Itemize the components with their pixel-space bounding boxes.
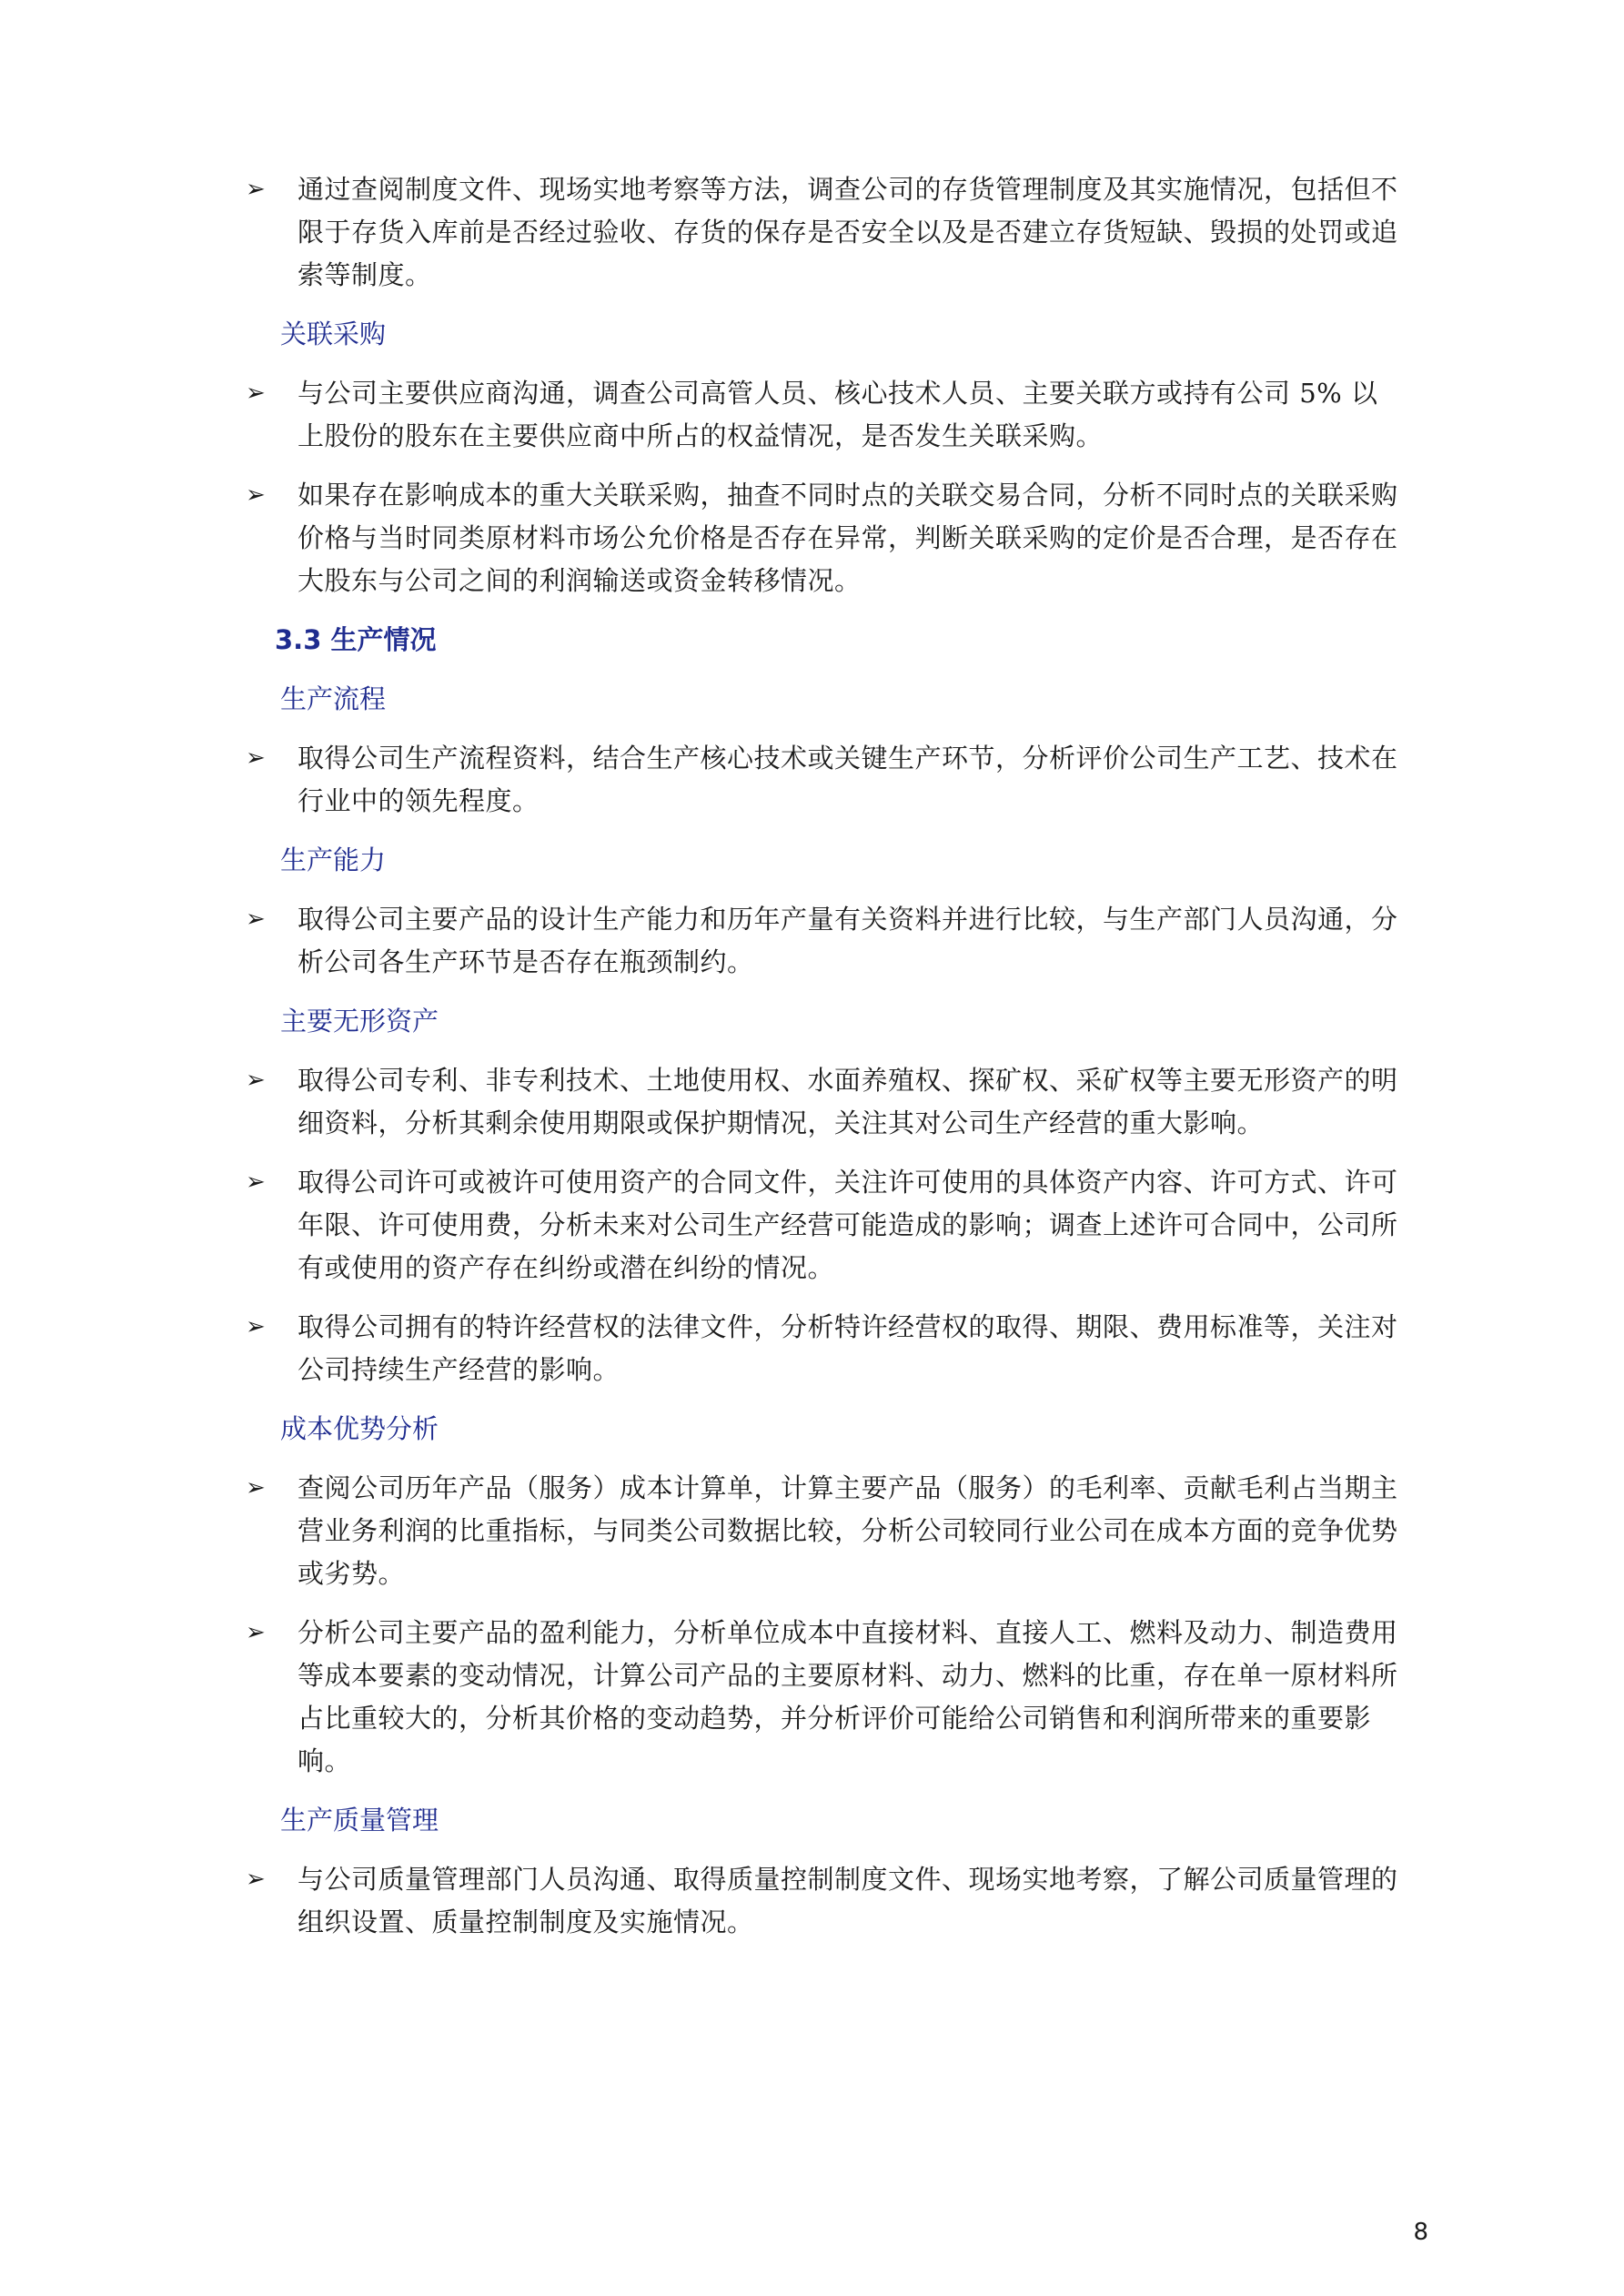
subheading-production-process: 生产流程 xyxy=(280,683,387,714)
bullet-item-related-transaction-review xyxy=(246,474,1401,602)
bullet-arrow-icon: ➢ xyxy=(246,379,267,407)
bullet-text: 如果存在影响成本的重大关联采购，抽查不同时点的关联交易合同，分析不同时点的关联采购价格与当时同类原材料市场公允价格是否存在异常，判断关联采购的定价是否合理，是否存在大股东与公司之间的利润输送或资金转移情况。 xyxy=(298,480,1398,596)
bullet-text: 取得公司主要产品的设计生产能力和历年产量有关资料并进行比较，与生产部门人员沟通，分析公司各生产环节是否存在瓶颈制约。 xyxy=(298,904,1398,977)
bullet-text: 取得公司专利、非专利技术、土地使用权、水面养殖权、探矿权、采矿权等主要无形资产的明细资料，分析其剩余使用期限或保护期情况，关注其对公司生产经营的重大影响。 xyxy=(298,1065,1398,1138)
bullet-item-inventory-system xyxy=(246,168,1401,297)
bullet-arrow-icon: ➢ xyxy=(246,176,267,203)
bullet-text: 与公司质量管理部门人员沟通、取得质量控制制度文件、现场实地考察，了解公司质量管理的组织设置、质量控制制度及实施情况。 xyxy=(298,1864,1398,1937)
bullet-text: 取得公司拥有的特许经营权的法律文件，分析特许经营权的取得、期限、费用标准等，关注对公司持续生产经营的影响。 xyxy=(298,1311,1398,1385)
bullet-arrow-icon: ➢ xyxy=(246,481,267,509)
subheading-intangible-assets: 主要无形资产 xyxy=(280,1006,439,1037)
bullet-text: 与公司主要供应商沟通，调查公司高管人员、核心技术人员、主要关联方或持有公司 5% 以上股份的股东在主要供应商中所占的权益情况，是否发生关联采购。 xyxy=(298,378,1378,451)
subheading-quality-management: 生产质量管理 xyxy=(280,1805,439,1836)
bullet-item-license-contracts xyxy=(246,1161,1401,1290)
bullet-text: 通过查阅制度文件、现场实地考察等方法，调查公司的存货管理制度及其实施情况，包括但不限于存货入库前是否经过验收、存货的保存是否安全以及是否建立存货短缺、毁损的处罚或追索等制度。 xyxy=(298,174,1398,290)
subheading-related-purchase: 关联采购 xyxy=(280,319,387,349)
bullet-arrow-icon: ➢ xyxy=(246,1313,267,1340)
bullet-text: 取得公司许可或被许可使用资产的合同文件，关注许可使用的具体资产内容、许可方式、许可年限、许可使用费，分析未来对公司生产经营可能造成的影响；调查上述许可合同中，公司所有或使用的资产存在纠纷或潜在纠纷的情况。 xyxy=(298,1167,1398,1283)
bullet-text: 查阅公司历年产品（服务）成本计算单，计算主要产品（服务）的毛利率、贡献毛利占当期主营业务利润的比重指标，与同类公司数据比较，分析公司较同行业公司在成本方面的竞争优势或劣势。 xyxy=(298,1472,1398,1589)
bullet-item-process-materials xyxy=(246,737,1401,823)
bullet-item-intangible-details xyxy=(246,1059,1401,1145)
bullet-arrow-icon: ➢ xyxy=(246,1866,267,1893)
bullet-arrow-icon: ➢ xyxy=(246,744,267,772)
bullet-text: 分析公司主要产品的盈利能力，分析单位成本中直接材料、直接人工、燃料及动力、制造费用等成本要素的变动情况，计算公司产品的主要原材料、动力、燃料的比重，存在单一原材料所占比重较大的，分析其价格的变动趋势，并分析评价可能给公司销售和利润所带来的重要影响。 xyxy=(298,1617,1398,1776)
bullet-item-supplier-communication xyxy=(246,372,1401,458)
subheading-cost-advantage: 成本优势分析 xyxy=(280,1413,439,1444)
bullet-item-cost-calculation xyxy=(246,1467,1401,1595)
bullet-item-profitability-analysis xyxy=(246,1612,1401,1783)
bullet-item-franchise-rights xyxy=(246,1306,1401,1391)
bullet-item-capacity-comparison xyxy=(246,898,1401,984)
page-content xyxy=(246,168,1401,1960)
bullet-arrow-icon: ➢ xyxy=(246,1619,267,1646)
bullet-arrow-icon: ➢ xyxy=(246,1168,267,1196)
bullet-arrow-icon: ➢ xyxy=(246,1067,267,1094)
page-number: 8 xyxy=(1413,2219,1428,2246)
bullet-arrow-icon: ➢ xyxy=(246,905,267,933)
bullet-item-quality-control xyxy=(246,1858,1401,1944)
bullet-arrow-icon: ➢ xyxy=(246,1474,267,1502)
section-heading-production: 3.3 生产情况 xyxy=(275,624,437,655)
bullet-text: 取得公司生产流程资料，结合生产核心技术或关键生产环节，分析评价公司生产工艺、技术在行业中的领先程度。 xyxy=(298,743,1398,816)
subheading-production-capacity: 生产能力 xyxy=(280,845,387,875)
